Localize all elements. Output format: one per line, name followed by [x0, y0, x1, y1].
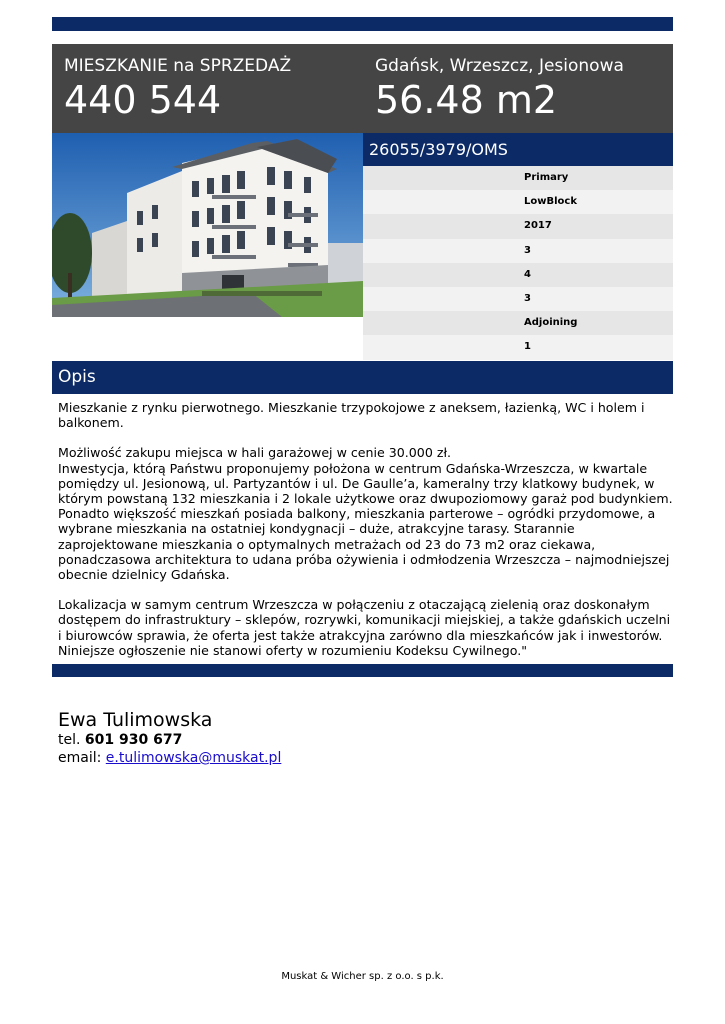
phone-number: 601 930 677 [84, 732, 183, 748]
header-right [375, 56, 624, 122]
detail-row: 4 [363, 263, 673, 287]
detail-row: 2017 [363, 214, 673, 238]
property-photo [52, 133, 363, 317]
description-paragraph: Lokalizacja w samym centrum Wrzeszcza w połączeniu z otaczającą zielenią oraz doskonałym dostępem do infrastruktury – sklepów, rozrywki, komunikacji miejskiej, a także gdańskich uczelni i biurowców sprawia, że oferta jest także atrakcyjna zarówno dla mieszkańców jak i inwestorów. Niniejsze ogłoszenie nie stanowi oferty w rozumieniu Kodeksu Cywilnego." [58, 597, 671, 658]
agent-phone-line [58, 731, 281, 749]
description-paragraph: Możliwość zakupu miejsca w hali garażowej w cenie 30.000 zł. Inwestycja, którą Państwu proponujemy położona w centrum Gdańska-Wrzeszcza, w kwartale pomiędzy ul. Jesionową, ul. Partyzantów i ul. De Gaulle’a, kameralny trzy klatkowy budynek, w którym powstaną 132 mieszkania i 2 lokale użytkowe oraz dwupoziomowy garaż pod budynkiem. Ponadto większość mieszkań posiada balkony, mieszkania parterowe – ogródki przydomowe, a wybrane mieszkania na ostatniej kondygnacji – duże, atrakcyjne tarasy. Starannie zaprojektowane mieszkania o optymalnych metrażach od 23 do 73 m2 oraz ciekawa, ponadczasowa architektura to udana próba ożywienia i odmłodzenia Wrzeszcza – najmodniejszej obecnie dzielnicy Gdańska. [58, 445, 673, 583]
top-accent-bar [52, 17, 673, 31]
reference-number: 26055/3979/OMS [363, 133, 673, 166]
header-left [64, 56, 291, 122]
detail-row: 1 [363, 335, 673, 359]
footer-company: Muskat & Wicher sp. z o.o. s p.k. [281, 971, 444, 982]
detail-row: 3 [363, 287, 673, 311]
section-divider-bar [52, 664, 673, 677]
price: 440 544 [64, 78, 222, 122]
detail-row: 3 [363, 239, 673, 263]
detail-row: Primary [363, 166, 673, 190]
description-paragraph: Mieszkanie z rynku pierwotnego. Mieszkanie trzypokojowe z aneksem, łazienką, WC i holem i balkonem. [58, 400, 645, 431]
details-panel [363, 133, 673, 360]
description-body [58, 400, 673, 658]
detail-row: Adjoining [363, 311, 673, 335]
paragraph-gap [58, 430, 673, 445]
listing-header [52, 44, 673, 133]
description-heading: Opis [52, 361, 673, 394]
agent-name: Ewa Tulimowska [58, 709, 213, 731]
area: 56.48 m2 [375, 78, 558, 122]
agent-email-line [58, 749, 281, 767]
email-label: email: [58, 750, 102, 766]
detail-row: LowBlock [363, 190, 673, 214]
email-link[interactable]: e.tulimowska@muskat.pl [105, 750, 282, 766]
location: Gdańsk, Wrzeszcz, Jesionowa [375, 56, 624, 76]
offer-type: MIESZKANIE na SPRZEDAŻ [64, 56, 292, 76]
paragraph-gap [58, 582, 673, 597]
phone-label: tel. [58, 732, 81, 748]
agent-contact [58, 709, 281, 767]
